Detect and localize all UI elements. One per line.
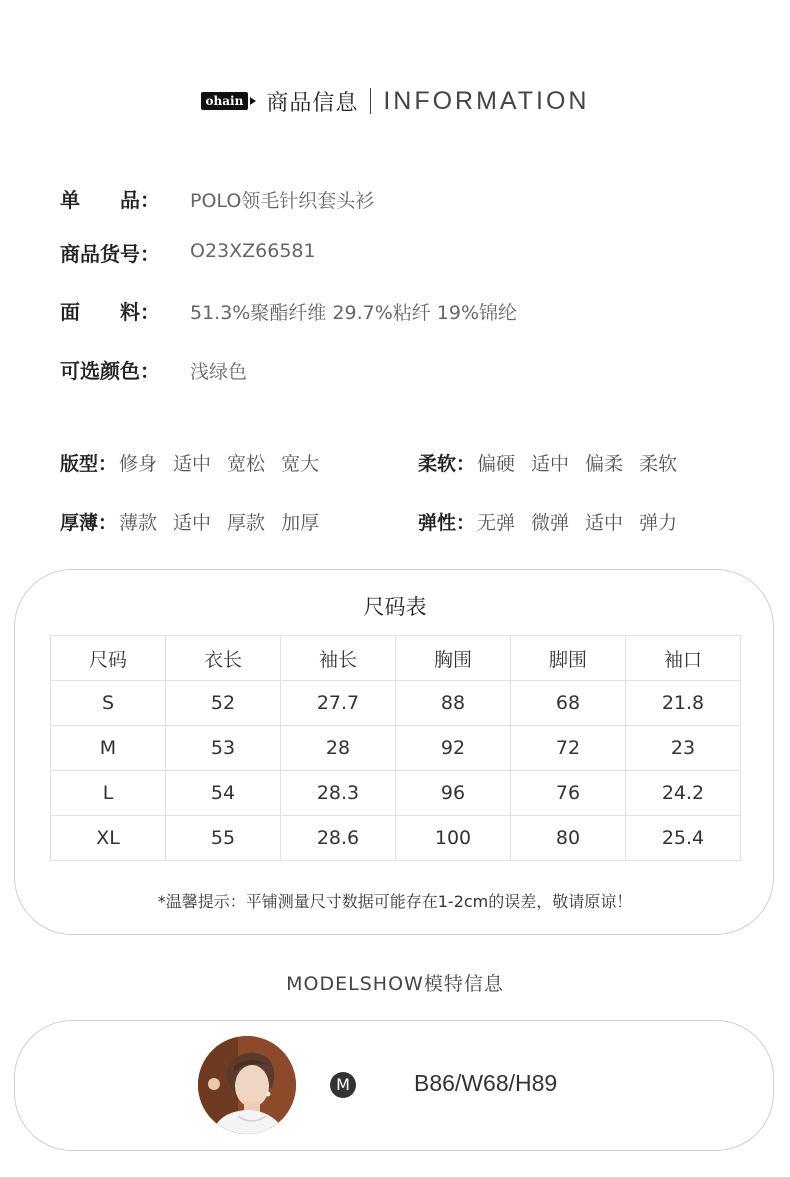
table-cell: 25.4 bbox=[626, 816, 741, 861]
attr-fit bbox=[60, 446, 319, 478]
table-row bbox=[51, 816, 741, 861]
info-label-color: 可选颜色： bbox=[60, 359, 160, 383]
table-cell: 27.7 bbox=[281, 681, 396, 726]
section-header bbox=[0, 84, 790, 118]
size-table-header: 胸围 bbox=[396, 636, 511, 681]
table-row bbox=[51, 681, 741, 726]
table-cell: XL bbox=[51, 816, 166, 861]
logo-arrow-icon bbox=[250, 97, 256, 105]
table-cell: 55 bbox=[166, 816, 281, 861]
brand-logo-text: ohain bbox=[201, 92, 249, 110]
attr-fit-label: 版型： bbox=[60, 452, 118, 475]
size-table-header: 尺码 bbox=[51, 636, 166, 681]
info-value-color: 浅绿色 bbox=[190, 361, 248, 383]
model-photo-icon bbox=[198, 1036, 296, 1134]
table-cell: 23 bbox=[626, 726, 741, 771]
model-section-title: MODELSHOW模特信息 bbox=[286, 973, 504, 995]
table-cell: 28.3 bbox=[281, 771, 396, 816]
table-cell: 80 bbox=[511, 816, 626, 861]
table-cell: 28 bbox=[281, 726, 396, 771]
size-table-header-row bbox=[51, 636, 741, 681]
table-cell: 100 bbox=[396, 816, 511, 861]
attr-elasticity bbox=[418, 505, 677, 537]
table-cell: 54 bbox=[166, 771, 281, 816]
info-value-fabric: 51.3%聚酯纤维 29.7%粘纤 19%锦纶 bbox=[190, 302, 518, 324]
header-divider bbox=[370, 88, 371, 114]
model-size-badge: M bbox=[330, 1072, 356, 1098]
table-cell: M bbox=[51, 726, 166, 771]
model-measurements: B86/W68/H89 bbox=[414, 1070, 558, 1096]
attr-thickness-option-selected: 适中 bbox=[173, 508, 211, 535]
attr-softness-option-selected: 适中 bbox=[531, 449, 569, 476]
table-cell: 53 bbox=[166, 726, 281, 771]
table-cell: 24.2 bbox=[626, 771, 741, 816]
table-cell: 68 bbox=[511, 681, 626, 726]
attr-fit-option: 宽松 bbox=[227, 452, 266, 475]
table-cell: 28.6 bbox=[281, 816, 396, 861]
attr-thickness-option: 厚款 bbox=[227, 511, 266, 534]
table-cell: 52 bbox=[166, 681, 281, 726]
table-cell: S bbox=[51, 681, 166, 726]
info-value-product: POLO领毛针织套头衫 bbox=[190, 190, 375, 212]
attr-thickness-option: 薄款 bbox=[119, 511, 158, 534]
attr-softness-label: 柔软： bbox=[418, 452, 476, 475]
attr-thickness-label: 厚薄： bbox=[60, 511, 118, 534]
attr-elasticity-option: 无弹 bbox=[477, 511, 516, 534]
table-row bbox=[51, 726, 741, 771]
attr-fit-option: 修身 bbox=[119, 452, 158, 475]
attr-softness bbox=[418, 446, 677, 478]
attr-elasticity-option: 适中 bbox=[585, 511, 624, 534]
brand-logo bbox=[201, 92, 257, 110]
table-cell: 76 bbox=[511, 771, 626, 816]
table-row bbox=[51, 771, 741, 816]
attr-elasticity-label: 弹性： bbox=[418, 511, 476, 534]
size-table-header: 衣长 bbox=[166, 636, 281, 681]
header-title-en: INFORMATION bbox=[383, 86, 590, 115]
table-cell: 21.8 bbox=[626, 681, 741, 726]
size-table-header: 袖口 bbox=[626, 636, 741, 681]
table-cell: 88 bbox=[396, 681, 511, 726]
table-cell: 92 bbox=[396, 726, 511, 771]
size-table-title: 尺码表 bbox=[363, 595, 427, 619]
size-table-header: 脚围 bbox=[511, 636, 626, 681]
attr-elasticity-option-selected: 微弹 bbox=[531, 508, 569, 535]
info-label-product: 单 品： bbox=[60, 188, 160, 212]
attr-elasticity-option: 弹力 bbox=[639, 511, 678, 534]
table-cell: 72 bbox=[511, 726, 626, 771]
table-cell: 96 bbox=[396, 771, 511, 816]
info-label-fabric: 面 料： bbox=[60, 300, 160, 324]
model-avatar bbox=[198, 1036, 296, 1134]
attr-fit-option: 宽大 bbox=[281, 452, 320, 475]
size-table bbox=[50, 635, 741, 861]
model-card bbox=[14, 1020, 774, 1151]
attr-softness-option: 偏柔 bbox=[585, 452, 624, 475]
attr-thickness bbox=[60, 505, 319, 537]
info-label-sku: 商品货号： bbox=[60, 242, 160, 266]
attr-fit-option-selected: 适中 bbox=[173, 449, 211, 476]
size-table-header: 袖长 bbox=[281, 636, 396, 681]
table-cell: L bbox=[51, 771, 166, 816]
attr-thickness-option: 加厚 bbox=[281, 511, 320, 534]
attr-softness-option: 偏硬 bbox=[477, 452, 516, 475]
header-title-cn: 商品信息 bbox=[266, 90, 359, 116]
size-table-note: *温馨提示：平铺测量尺寸数据可能存在1-2cm的误差，敬请原谅！ bbox=[157, 892, 633, 911]
info-value-sku: O23XZ66581 bbox=[190, 240, 316, 262]
attr-softness-option: 柔软 bbox=[639, 452, 678, 475]
